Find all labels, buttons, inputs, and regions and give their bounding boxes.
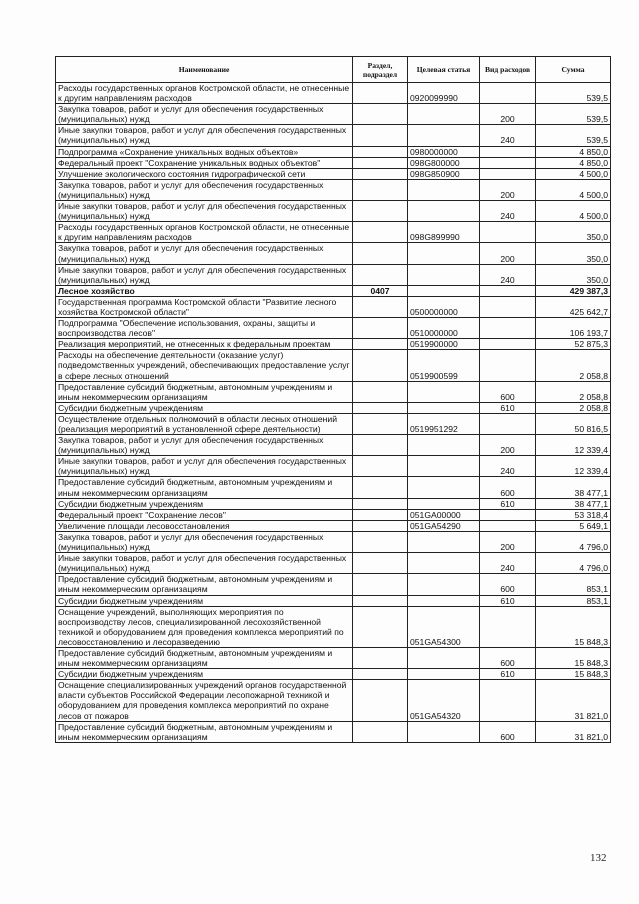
cell-section bbox=[353, 83, 408, 104]
cell-name: Расходы государственных органов Костромской области, не отнесенные к другим направлениям расходов bbox=[56, 83, 353, 104]
cell-amount: 539,5 bbox=[536, 104, 611, 125]
cell-name: Федеральный проект "Сохранение уникальных водных объектов" bbox=[56, 157, 353, 168]
cell-amount: 2 058,8 bbox=[536, 381, 611, 402]
cell-type: 610 bbox=[480, 402, 536, 413]
cell-target bbox=[408, 243, 480, 264]
cell-name: Лесное хозяйство bbox=[56, 285, 353, 296]
cell-target bbox=[408, 498, 480, 509]
cell-section bbox=[353, 146, 408, 157]
page-number: 132 bbox=[590, 852, 607, 864]
cell-name: Предоставление субсидий бюджетным, автономным учреждениям и иным некоммерческим организациям bbox=[56, 574, 353, 595]
table-row bbox=[56, 285, 611, 296]
cell-section bbox=[353, 413, 408, 434]
cell-target bbox=[408, 477, 480, 498]
cell-type: 240 bbox=[480, 456, 536, 477]
cell-section bbox=[353, 509, 408, 520]
cell-type: 200 bbox=[480, 179, 536, 200]
cell-target: 0519900599 bbox=[408, 350, 480, 381]
cell-name: Федеральный проект "Сохранение лесов" bbox=[56, 509, 353, 520]
header-amount: Сумма bbox=[536, 57, 611, 83]
table-row bbox=[56, 168, 611, 179]
cell-section bbox=[353, 553, 408, 574]
cell-target bbox=[408, 381, 480, 402]
cell-target bbox=[408, 456, 480, 477]
cell-section bbox=[353, 168, 408, 179]
cell-name: Улучшение экологического состояния гидрографической сети bbox=[56, 168, 353, 179]
table-row bbox=[56, 574, 611, 595]
cell-name: Субсидии бюджетным учреждениям bbox=[56, 595, 353, 606]
table-header-row bbox=[56, 57, 611, 83]
table-row bbox=[56, 318, 611, 339]
cell-type bbox=[480, 157, 536, 168]
header-target: Целевая статья bbox=[408, 57, 480, 83]
cell-section bbox=[353, 477, 408, 498]
cell-type: 600 bbox=[480, 721, 536, 742]
cell-name: Предоставление субсидий бюджетным, автономным учреждениям и иным некоммерческим организациям bbox=[56, 647, 353, 668]
cell-target: 0980000000 bbox=[408, 146, 480, 157]
cell-amount: 350,0 bbox=[536, 243, 611, 264]
cell-section bbox=[353, 243, 408, 264]
cell-name: Государственная программа Костромской области "Развитие лесного хозяйства Костромской области" bbox=[56, 296, 353, 317]
cell-amount: 12 339,4 bbox=[536, 435, 611, 456]
cell-section bbox=[353, 318, 408, 339]
cell-target: 0519900000 bbox=[408, 339, 480, 350]
cell-amount: 2 058,8 bbox=[536, 350, 611, 381]
cell-type: 240 bbox=[480, 553, 536, 574]
cell-name: Предоставление субсидий бюджетным, автономным учреждениям и иным некоммерческим организациям bbox=[56, 381, 353, 402]
table-row bbox=[56, 477, 611, 498]
cell-section bbox=[353, 647, 408, 668]
cell-target: 051GA00000 bbox=[408, 509, 480, 520]
cell-name: Иные закупки товаров, работ и услуг для обеспечения государственных (муниципальных) нужд bbox=[56, 125, 353, 146]
cell-target bbox=[408, 125, 480, 146]
cell-type bbox=[480, 146, 536, 157]
cell-name: Субсидии бюджетным учреждениям bbox=[56, 498, 353, 509]
cell-type bbox=[480, 680, 536, 721]
cell-amount: 853,1 bbox=[536, 574, 611, 595]
table-row bbox=[56, 157, 611, 168]
cell-amount: 429 387,3 bbox=[536, 285, 611, 296]
cell-type: 600 bbox=[480, 477, 536, 498]
cell-target: 0920099990 bbox=[408, 83, 480, 104]
cell-section bbox=[353, 296, 408, 317]
cell-type bbox=[480, 318, 536, 339]
cell-section bbox=[353, 531, 408, 552]
cell-target bbox=[408, 595, 480, 606]
cell-section bbox=[353, 264, 408, 285]
cell-section bbox=[353, 669, 408, 680]
cell-name: Закупка товаров, работ и услуг для обеспечения государственных (муниципальных) нужд bbox=[56, 243, 353, 264]
table-row bbox=[56, 381, 611, 402]
cell-type: 200 bbox=[480, 104, 536, 125]
cell-type bbox=[480, 222, 536, 243]
cell-target bbox=[408, 574, 480, 595]
cell-name: Реализация мероприятий, не отнесенных к федеральным проектам bbox=[56, 339, 353, 350]
cell-type: 610 bbox=[480, 595, 536, 606]
cell-amount: 15 848,3 bbox=[536, 669, 611, 680]
cell-target bbox=[408, 435, 480, 456]
table-row bbox=[56, 520, 611, 531]
cell-target bbox=[408, 285, 480, 296]
cell-amount: 5 649,1 bbox=[536, 520, 611, 531]
cell-target: 098G899990 bbox=[408, 222, 480, 243]
table-row bbox=[56, 179, 611, 200]
cell-amount: 539,5 bbox=[536, 83, 611, 104]
cell-section bbox=[353, 339, 408, 350]
cell-amount: 52 875,3 bbox=[536, 339, 611, 350]
table-row bbox=[56, 606, 611, 647]
cell-amount: 350,0 bbox=[536, 222, 611, 243]
cell-target bbox=[408, 201, 480, 222]
cell-section bbox=[353, 595, 408, 606]
cell-section bbox=[353, 125, 408, 146]
cell-amount: 4 850,0 bbox=[536, 157, 611, 168]
cell-name: Субсидии бюджетным учреждениям bbox=[56, 402, 353, 413]
cell-target: 0500000000 bbox=[408, 296, 480, 317]
table-row bbox=[56, 721, 611, 742]
cell-type: 200 bbox=[480, 435, 536, 456]
cell-section: 0407 bbox=[353, 285, 408, 296]
table-row bbox=[56, 456, 611, 477]
cell-section bbox=[353, 381, 408, 402]
cell-section bbox=[353, 402, 408, 413]
cell-name: Закупка товаров, работ и услуг для обеспечения государственных (муниципальных) нужд bbox=[56, 104, 353, 125]
cell-amount: 106 193,7 bbox=[536, 318, 611, 339]
cell-type bbox=[480, 296, 536, 317]
cell-section bbox=[353, 435, 408, 456]
cell-type bbox=[480, 168, 536, 179]
cell-amount: 425 642,7 bbox=[536, 296, 611, 317]
cell-type: 200 bbox=[480, 243, 536, 264]
cell-name: Предоставление субсидий бюджетным, автономным учреждениям и иным некоммерческим организациям bbox=[56, 477, 353, 498]
cell-type bbox=[480, 285, 536, 296]
cell-target bbox=[408, 264, 480, 285]
cell-amount: 2 058,8 bbox=[536, 402, 611, 413]
cell-section bbox=[353, 574, 408, 595]
cell-section bbox=[353, 520, 408, 531]
table-row bbox=[56, 264, 611, 285]
cell-target bbox=[408, 721, 480, 742]
cell-target: 051GA54320 bbox=[408, 680, 480, 721]
cell-type: 610 bbox=[480, 498, 536, 509]
cell-amount: 350,0 bbox=[536, 264, 611, 285]
cell-amount: 4 796,0 bbox=[536, 553, 611, 574]
cell-type: 240 bbox=[480, 264, 536, 285]
header-type: Вид расходов bbox=[480, 57, 536, 83]
cell-type: 600 bbox=[480, 381, 536, 402]
cell-target: 098G800000 bbox=[408, 157, 480, 168]
table-row bbox=[56, 350, 611, 381]
cell-name: Закупка товаров, работ и услуг для обеспечения государственных (муниципальных) нужд bbox=[56, 179, 353, 200]
cell-name: Иные закупки товаров, работ и услуг для обеспечения государственных (муниципальных) нужд bbox=[56, 456, 353, 477]
cell-type bbox=[480, 339, 536, 350]
cell-target bbox=[408, 104, 480, 125]
cell-section bbox=[353, 157, 408, 168]
cell-amount: 50 816,5 bbox=[536, 413, 611, 434]
cell-target bbox=[408, 669, 480, 680]
cell-amount: 38 477,1 bbox=[536, 477, 611, 498]
budget-table bbox=[55, 56, 611, 743]
cell-type: 610 bbox=[480, 669, 536, 680]
cell-type: 200 bbox=[480, 531, 536, 552]
cell-name: Субсидии бюджетным учреждениям bbox=[56, 669, 353, 680]
cell-type bbox=[480, 413, 536, 434]
table-row bbox=[56, 595, 611, 606]
cell-target: 051GA54300 bbox=[408, 606, 480, 647]
table-row bbox=[56, 339, 611, 350]
cell-name: Расходы государственных органов Костромской области, не отнесенные к другим направлениям расходов bbox=[56, 222, 353, 243]
cell-section bbox=[353, 350, 408, 381]
header-section: Раздел, подраздел bbox=[353, 57, 408, 83]
table-row bbox=[56, 296, 611, 317]
cell-target: 0510000000 bbox=[408, 318, 480, 339]
table-body bbox=[56, 83, 611, 743]
cell-name: Иные закупки товаров, работ и услуг для обеспечения государственных (муниципальных) нужд bbox=[56, 264, 353, 285]
cell-target bbox=[408, 647, 480, 668]
cell-amount: 4 500,0 bbox=[536, 168, 611, 179]
cell-amount: 15 848,3 bbox=[536, 606, 611, 647]
cell-target bbox=[408, 553, 480, 574]
table-row bbox=[56, 243, 611, 264]
table-row bbox=[56, 553, 611, 574]
cell-section bbox=[353, 721, 408, 742]
table-row bbox=[56, 435, 611, 456]
cell-name: Расходы на обеспечение деятельности (оказание услуг) подведомственных учреждений, обеспечивающих предоставление услуг в сфере лесных отношений bbox=[56, 350, 353, 381]
table-row bbox=[56, 222, 611, 243]
table-row bbox=[56, 669, 611, 680]
cell-section bbox=[353, 680, 408, 721]
cell-name: Иные закупки товаров, работ и услуг для обеспечения государственных (муниципальных) нужд bbox=[56, 553, 353, 574]
cell-amount: 539,5 bbox=[536, 125, 611, 146]
cell-amount: 853,1 bbox=[536, 595, 611, 606]
cell-amount: 12 339,4 bbox=[536, 456, 611, 477]
cell-target: 098G850900 bbox=[408, 168, 480, 179]
table-row bbox=[56, 509, 611, 520]
cell-amount: 4 500,0 bbox=[536, 201, 611, 222]
cell-amount: 38 477,1 bbox=[536, 498, 611, 509]
cell-name: Подпрограмма "Обеспечение использования, охраны, защиты и воспроизводства лесов" bbox=[56, 318, 353, 339]
table-row bbox=[56, 146, 611, 157]
cell-amount: 15 848,3 bbox=[536, 647, 611, 668]
cell-type bbox=[480, 520, 536, 531]
cell-type: 600 bbox=[480, 574, 536, 595]
cell-section bbox=[353, 104, 408, 125]
cell-type bbox=[480, 606, 536, 647]
cell-amount: 4 500,0 bbox=[536, 179, 611, 200]
cell-type: 600 bbox=[480, 647, 536, 668]
cell-name: Оснащение специализированных учреждений органов государственной власти субъектов Российской Федерации лесопожарной техникой и оборудованием для проведения комплекса мероприятий по охране лесов от пожаров bbox=[56, 680, 353, 721]
cell-section bbox=[353, 498, 408, 509]
table-row bbox=[56, 680, 611, 721]
header-name: Наименование bbox=[56, 57, 353, 83]
cell-section bbox=[353, 201, 408, 222]
cell-name: Предоставление субсидий бюджетным, автономным учреждениям и иным некоммерческим организациям bbox=[56, 721, 353, 742]
cell-type bbox=[480, 509, 536, 520]
cell-section bbox=[353, 606, 408, 647]
table-row bbox=[56, 83, 611, 104]
table-row bbox=[56, 531, 611, 552]
table-row bbox=[56, 647, 611, 668]
cell-amount: 4 850,0 bbox=[536, 146, 611, 157]
cell-amount: 4 796,0 bbox=[536, 531, 611, 552]
table-row bbox=[56, 498, 611, 509]
table-row bbox=[56, 104, 611, 125]
cell-type: 240 bbox=[480, 201, 536, 222]
cell-section bbox=[353, 456, 408, 477]
cell-amount: 53 318,4 bbox=[536, 509, 611, 520]
cell-target bbox=[408, 402, 480, 413]
cell-type bbox=[480, 350, 536, 381]
cell-target: 0519951292 bbox=[408, 413, 480, 434]
cell-target: 051GA54290 bbox=[408, 520, 480, 531]
cell-name: Закупка товаров, работ и услуг для обеспечения государственных (муниципальных) нужд bbox=[56, 531, 353, 552]
cell-name: Оснащение учреждений, выполняющих мероприятия по воспроизводству лесов, специализированной лесохозяйственной техникой и оборудованием для проведения комплекса мероприятий по лесовосстановлению и лесоразведению bbox=[56, 606, 353, 647]
table-row bbox=[56, 125, 611, 146]
cell-name: Закупка товаров, работ и услуг для обеспечения государственных (муниципальных) нужд bbox=[56, 435, 353, 456]
table-row bbox=[56, 201, 611, 222]
cell-target bbox=[408, 531, 480, 552]
cell-name: Иные закупки товаров, работ и услуг для обеспечения государственных (муниципальных) нужд bbox=[56, 201, 353, 222]
cell-amount: 31 821,0 bbox=[536, 680, 611, 721]
cell-section bbox=[353, 179, 408, 200]
table-row bbox=[56, 413, 611, 434]
cell-type: 240 bbox=[480, 125, 536, 146]
cell-name: Увеличение площади лесовосстановления bbox=[56, 520, 353, 531]
cell-name: Осуществление отдельных полномочий в области лесных отношений (реализация мероприятий в установленной сфере деятельности) bbox=[56, 413, 353, 434]
cell-target bbox=[408, 179, 480, 200]
cell-name: Подпрограмма «Сохранение уникальных водных объектов» bbox=[56, 146, 353, 157]
table-row bbox=[56, 402, 611, 413]
cell-type bbox=[480, 83, 536, 104]
cell-amount: 31 821,0 bbox=[536, 721, 611, 742]
cell-section bbox=[353, 222, 408, 243]
